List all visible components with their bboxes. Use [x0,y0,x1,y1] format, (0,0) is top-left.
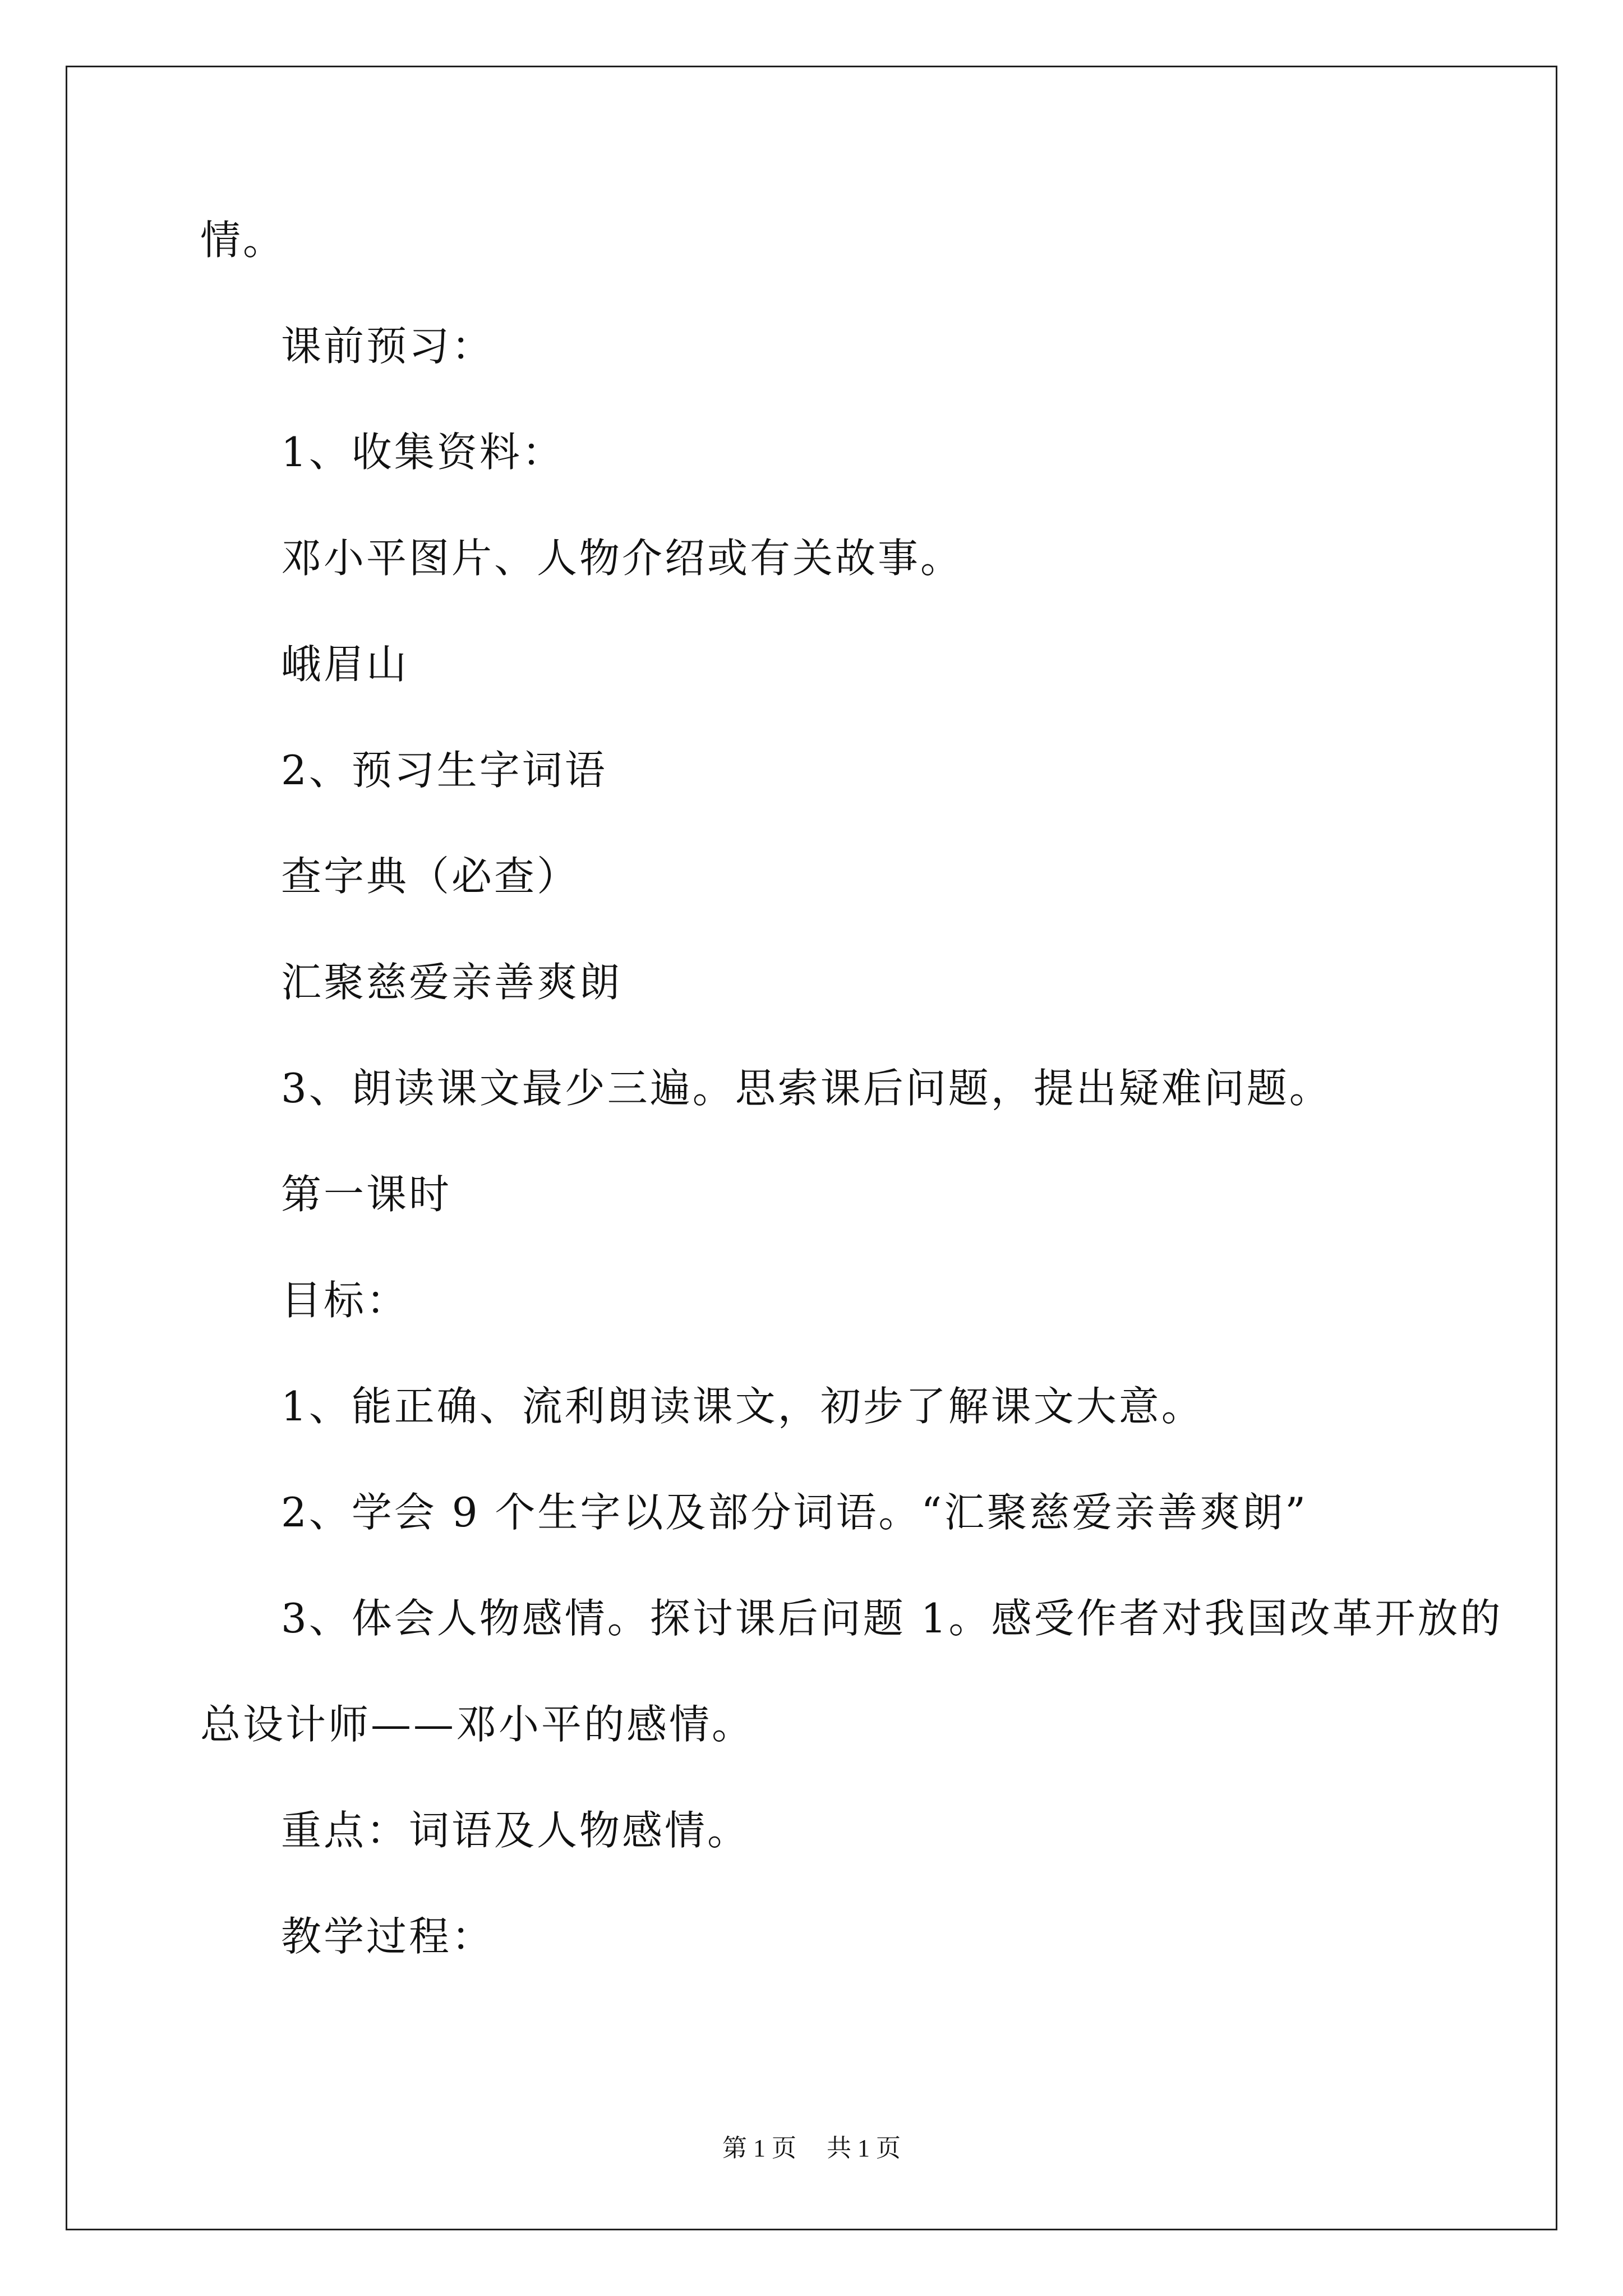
paragraph-16: 重点：词语及人物感情。 [281,1807,750,1854]
paragraph-7: 查字典（必查） [281,853,580,900]
paragraph-5: 峨眉山 [281,641,409,688]
paragraph-15: 总设计师——邓小平的感情。 [200,1701,755,1748]
paragraph-13: 2、学会 9 个生字以及部分词语。“汇聚慈爱亲善爽朗” [281,1489,1308,1536]
paragraph-11: 目标： [281,1277,409,1324]
paragraph-1: 情。 [200,217,286,264]
paragraph-12: 1、能正确、流利朗读课文，初步了解课文大意。 [281,1383,1204,1430]
page-footer [0,2132,1623,2165]
paragraph-14: 3、体会人物感情。探讨课后问题 1。感受作者对我国改革开放的 [281,1595,1503,1642]
paragraph-17: 教学过程： [281,1913,495,1960]
page-total: 共 1 页 [827,2134,901,2162]
paragraph-10: 第一课时 [281,1171,452,1218]
page-number: 第 1 页 [722,2134,796,2162]
paragraph-9: 3、朗读课文最少三遍。思索课后问题，提出疑难问题。 [281,1065,1332,1112]
paragraph-6: 2、预习生字词语 [281,747,607,794]
paragraph-4: 邓小平图片、人物介绍或有关故事。 [281,535,963,582]
paragraph-8: 汇聚慈爱亲善爽朗 [281,959,623,1006]
paragraph-3: 1、收集资料： [281,429,565,476]
document-body [200,213,1503,2016]
paragraph-2: 课前预习： [281,323,495,370]
